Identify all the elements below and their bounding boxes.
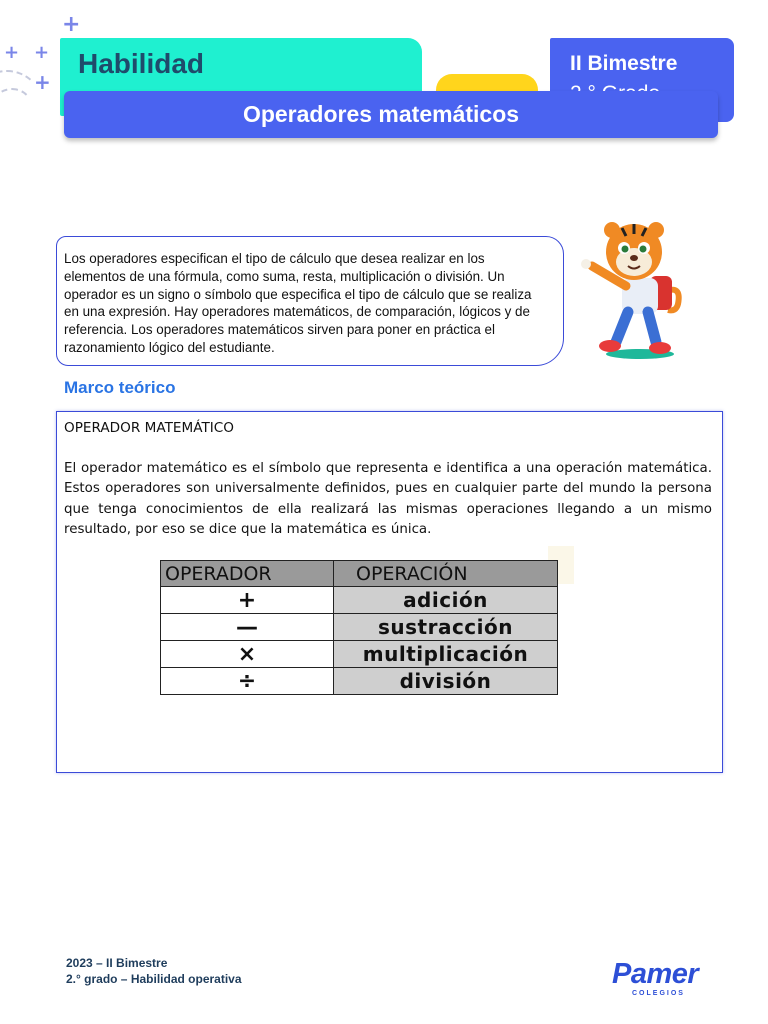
plus-decoration-icon: + [34,42,50,63]
topic-banner [64,91,718,138]
plus-symbol: + [161,587,334,614]
table-header-row [161,561,558,587]
operation-name: sustracción [334,614,558,641]
section-title: Marco teórico [64,378,176,397]
pamer-logo-subtitle: COLEGIOS [632,990,685,997]
divide-symbol: ÷ [161,668,334,695]
table-row [161,614,558,641]
subject-title-line1: Habilidad [78,48,205,79]
plus-decoration-icon: + [4,42,20,63]
footer-course: 2.° grado – Habilidad operativa [66,972,242,986]
footer-period: 2023 – II Bimestre [66,956,168,970]
table-header-operation: OPERACIÓN [334,561,558,587]
table-header-operator: OPERADOR [161,561,334,587]
intro-text: Los operadores especifican el tipo de cálculo que desea realizar en los elementos de una fórmula, como suma, resta, multiplicación o división. Un operador es un signo o símbolo que especifica el tipo de cálculo que se realiza en una expresión. Hay operadores matemáticos, de comparación, lógicos y de referencia. Los operadores matemáticos sirven para poner en práctica el razonamiento lógico del estudiante. [64,251,532,355]
period-label: II Bimestre [570,52,678,75]
theory-paragraph: El operador matemático es el símbolo que representa e identifica a una operación matemática. Estos operadores son universalmente definidos, pues en cualquier parte del mundo la persona que tenga conocimientos de ella realizará las mismas operaciones llegando a un mismo resultado, por eso se dice que la matemática es única. [64,461,712,538]
tiger-mascot-icon [572,214,692,362]
operator-table [160,560,558,695]
table-row [161,641,558,668]
operation-name: adición [334,587,558,614]
table-row [161,668,558,695]
table-row [161,587,558,614]
operation-name: división [334,668,558,695]
operation-name: multiplicación [334,641,558,668]
minus-symbol: — [161,614,334,641]
plus-decoration-icon: + [34,70,51,94]
plus-decoration-icon: + [62,12,81,37]
pamer-logo: Pamer [612,958,699,990]
times-symbol: × [161,641,334,668]
theory-heading: OPERADOR MATEMÁTICO [64,420,234,436]
topic-title: Operadores matemáticos [242,101,520,127]
